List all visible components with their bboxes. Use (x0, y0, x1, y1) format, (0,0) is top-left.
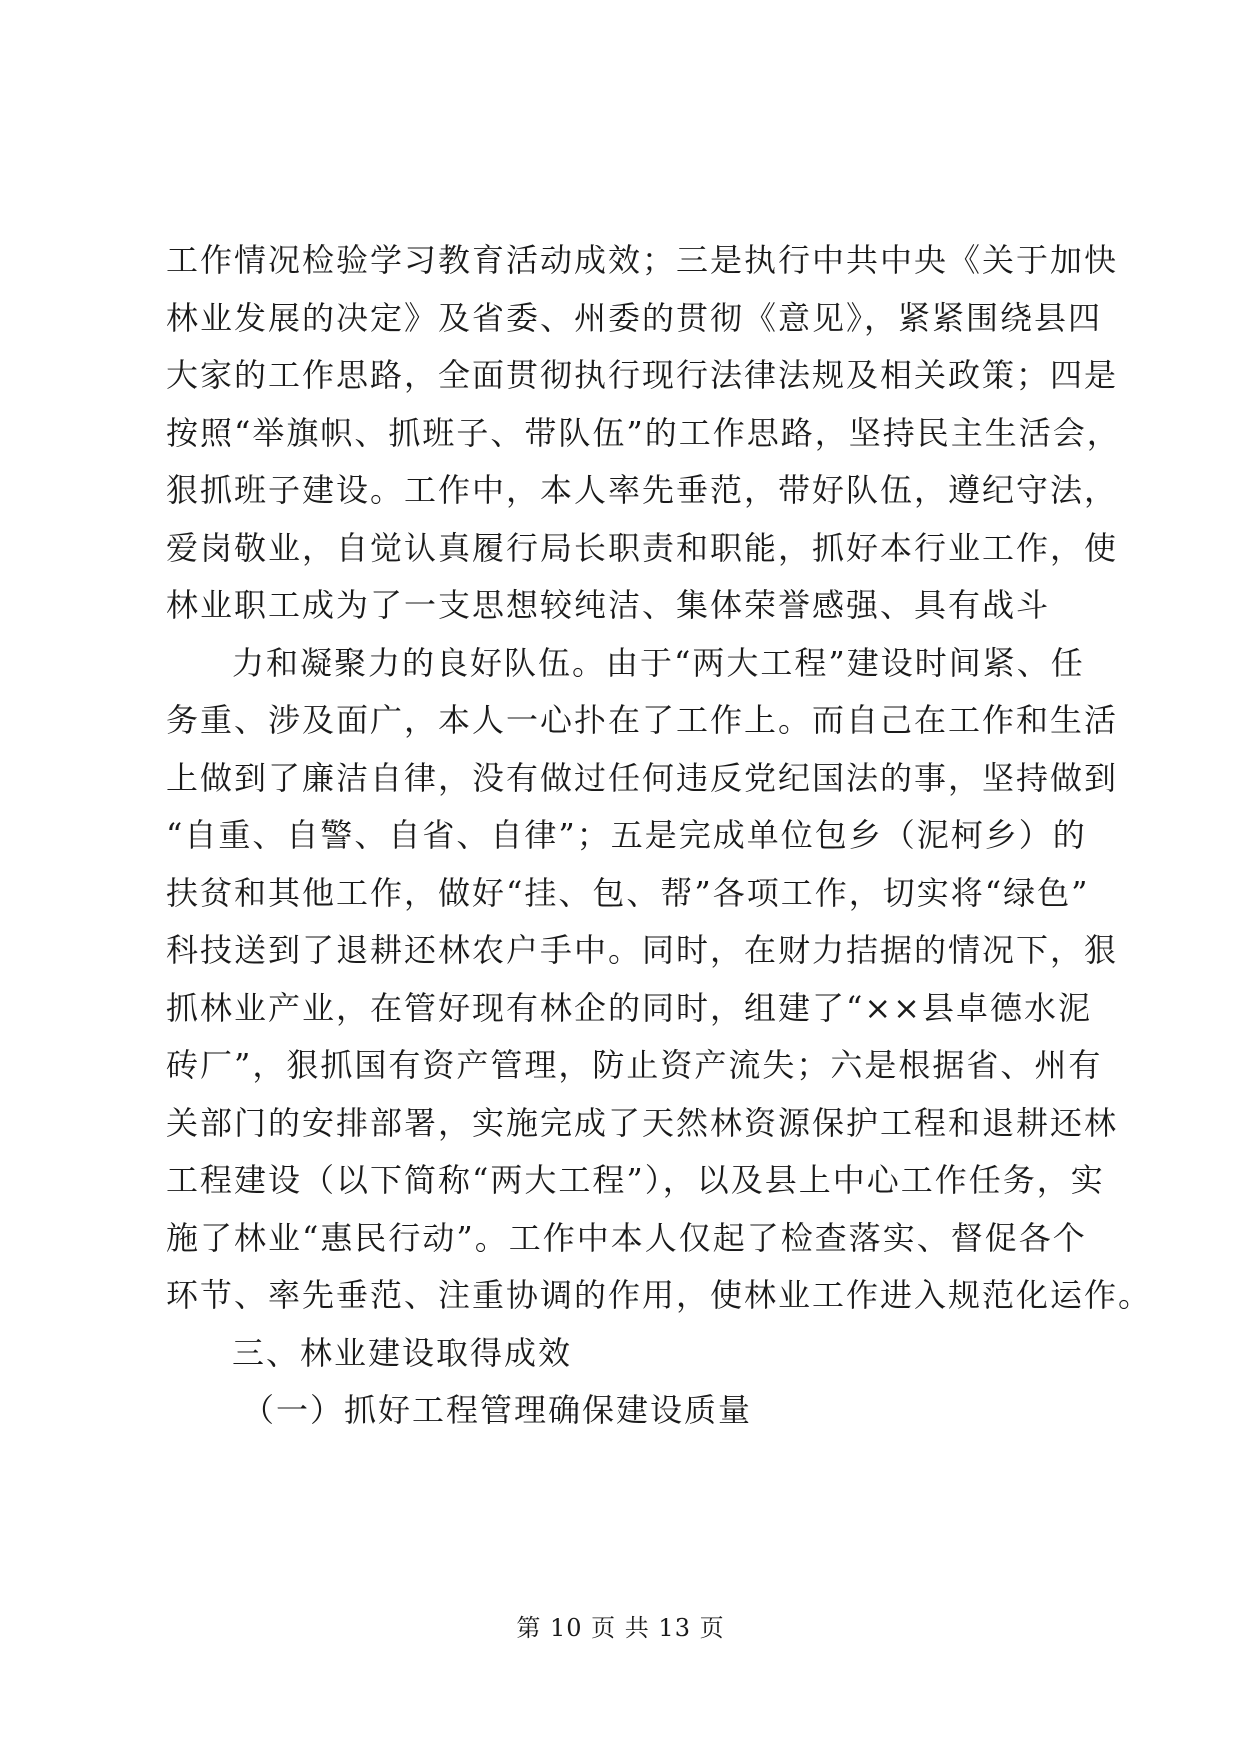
paragraph-line: 环节、率先垂范、注重协调的作用，使林业工作进入规范化运作。 (166, 1276, 1153, 1314)
paragraph-line: 按照“举旗帜、抓班子、带队伍”的工作思路，坚持民主生活会， (166, 413, 1121, 452)
paragraph-line: “自重、自警、自省、自律”；五是完成单位包乡（泥柯乡）的 (166, 816, 1087, 854)
paragraph-line: 工作情况检验学习教育活动成效；三是执行中共中央《关于加快 (166, 241, 1119, 279)
paragraph-line: 大家的工作思路，全面贯彻执行现行法律法规及相关政策；四是 (166, 356, 1119, 394)
document-body (166, 232, 1153, 1440)
section-heading: 三、林业建设取得成效 (232, 1333, 573, 1372)
paragraph-line: 上做到了廉洁自律，没有做过任何违反党纪国法的事，坚持做到 (166, 758, 1119, 797)
paragraph-line: 工程建设（以下简称“两大工程”），以及县上中心工作任务，实 (166, 1161, 1105, 1199)
paragraph-line: 务重、涉及面广，本人一心扑在了工作上。而自己在工作和生活 (166, 701, 1119, 739)
subsection-heading: （一）抓好工程管理确保建设质量 (242, 1391, 753, 1429)
paragraph-line: 力和凝聚力的良好队伍。由于“两大工程”建设时间紧、任 (232, 643, 1085, 682)
paragraph-line: 抓林业产业，在管好现有林企的同时，组建了“××县卓德水泥 (166, 988, 1092, 1027)
paragraph-line: 科技送到了退耕还林农户手中。同时，在财力拮据的情况下，狠 (166, 931, 1119, 969)
page-footer: 第 10 页 共 13 页 (516, 1614, 725, 1642)
paragraph-line: 砖厂”，狠抓国有资产管理，防止资产流失；六是根据省、州有 (166, 1046, 1103, 1084)
paragraph-line: 扶贫和其他工作，做好“挂、包、帮”各项工作，切实将“绿色” (166, 873, 1090, 912)
paragraph-line: 爱岗敬业，自觉认真履行局长职责和职能，抓好本行业工作，使 (166, 528, 1119, 567)
paragraph-line: 林业发展的决定》及省委、州委的贯彻《意见》，紧紧围绕县四 (166, 298, 1103, 337)
paragraph-line: 林业职工成为了一支思想较纯洁、集体荣誉感强、具有战斗 (166, 586, 1051, 624)
paragraph-line: 施了林业“惠民行动”。工作中本人仅起了检查落实、督促各个 (166, 1218, 1087, 1257)
paragraph-line: 关部门的安排部署，实施完成了天然林资源保护工程和退耕还林 (166, 1103, 1119, 1142)
paragraph-line: 狠抓班子建设。工作中，本人率先垂范，带好队伍，遵纪守法， (166, 471, 1119, 509)
